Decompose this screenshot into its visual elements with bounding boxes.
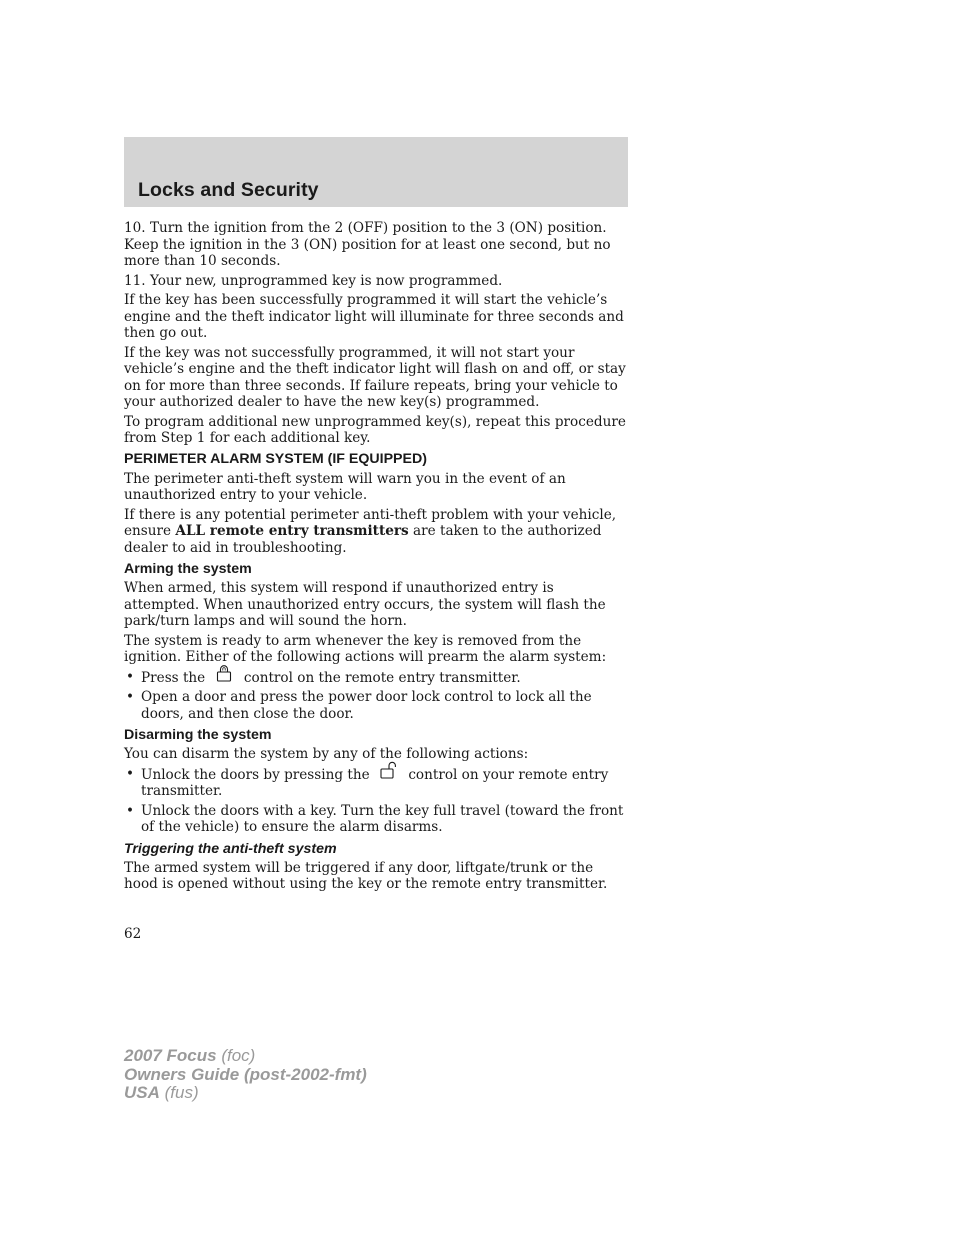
footer-line-3: [124, 1084, 367, 1103]
arming-list: [124, 669, 630, 723]
perimeter-problem-text-a: If there is any potential perimeter anti-theft problem with your vehicle, ensure: [124, 506, 617, 539]
success-paragraph: If the key has been successfully programmed it will start the vehicle’s engine and the theft indicator light will illuminate for three seconds and then go out.: [124, 292, 624, 341]
list-item: [124, 766, 630, 800]
list-item: [124, 803, 630, 836]
triggering-paragraph: The armed system will be triggered if any door, liftgate/trunk or the hood is opened without using the key or the remote entry transmitter.: [124, 859, 608, 892]
arming-paragraph-1: When armed, this system will respond if unauthorized entry is attempted. When unauthorized entry occurs, the system will flash the park/turn lamps and will sound the horn.: [124, 580, 606, 629]
disarm-step-1-text-a: Unlock the doors by pressing the: [141, 766, 370, 783]
footer-market: USA: [124, 1083, 160, 1102]
footer-market-code: (fus): [159, 1083, 199, 1102]
arm-step-1-text-a: Press the: [141, 669, 206, 686]
footer-guide: Owners Guide (post-2002-fmt): [124, 1064, 367, 1084]
arming-paragraph-2: The system is ready to arm whenever the key is removed from the ignition. Either of the following actions will prearm the alarm system:: [124, 632, 607, 665]
document-footer: [124, 1047, 367, 1103]
page-content: [124, 220, 630, 896]
list-item: [124, 689, 630, 722]
bullet-glyph: •: [126, 765, 135, 782]
footer-model-code: (foc): [216, 1046, 256, 1065]
additional-keys-paragraph: To program additional new unprogrammed key(s), repeat this procedure from Step 1 for each additional key.: [124, 413, 626, 446]
triggering-heading: Triggering the anti-theft system: [124, 840, 337, 857]
list-item: [124, 669, 630, 687]
perimeter-intro-paragraph: The perimeter anti-theft system will warn you in the event of an unauthorized entry to your vehicle.: [124, 470, 566, 503]
disarming-heading: Disarming the system: [124, 727, 272, 743]
perimeter-problem-text-c: are taken to the authorized dealer to aid in troubleshooting.: [124, 523, 602, 556]
section-title: Locks and Security: [138, 179, 319, 201]
bullet-glyph: •: [126, 802, 135, 819]
perimeter-problem-paragraph: [124, 507, 630, 557]
lock-icon: [210, 669, 240, 685]
arm-step-1-text-b: control on the remote entry transmitter.: [243, 669, 521, 686]
disarming-list: [124, 766, 630, 836]
failure-paragraph: If the key was not successfully programmed, it will not start your vehicle’s engine and the theft indicator light will flash on and off, or stay on for more than three seconds. If failure repeats, bring your vehicle to your authorized dealer to have the new key(s) programmed.: [124, 344, 626, 410]
arm-step-2-text: Open a door and press the power door lock control to lock all the doors, and then close the door.: [141, 689, 592, 722]
bullet-glyph: •: [126, 668, 135, 685]
footer-line-2: [124, 1066, 367, 1085]
perimeter-alarm-heading: PERIMETER ALARM SYSTEM (IF EQUIPPED): [124, 450, 427, 467]
footer-model: 2007 Focus: [124, 1046, 217, 1065]
disarm-step-2-text: Unlock the doors with a key. Turn the key full travel (toward the front of the vehicle) to ensure the alarm disarms.: [141, 802, 624, 835]
disarm-step-1-text-b: control on your remote entry transmitter.: [141, 766, 609, 799]
bullet-glyph: •: [126, 689, 135, 705]
arming-heading: Arming the system: [124, 561, 252, 577]
disarming-paragraph: You can disarm the system by any of the following actions:: [124, 746, 529, 762]
section-header-bar: [124, 137, 628, 207]
perimeter-problem-emphasis: ALL remote entry transmitters: [175, 523, 409, 539]
footer-line-1: [124, 1047, 367, 1066]
step-10-text: 10. Turn the ignition from the 2 (OFF) position to the 3 (ON) position. Keep the ignition in the 3 (ON) position for at least one second, but no more than 10 seconds.: [124, 220, 611, 269]
unlock-icon: [374, 766, 404, 782]
step-11-text: 11. Your new, unprogrammed key is now programmed.: [124, 272, 503, 289]
page-number: 62: [124, 926, 142, 942]
